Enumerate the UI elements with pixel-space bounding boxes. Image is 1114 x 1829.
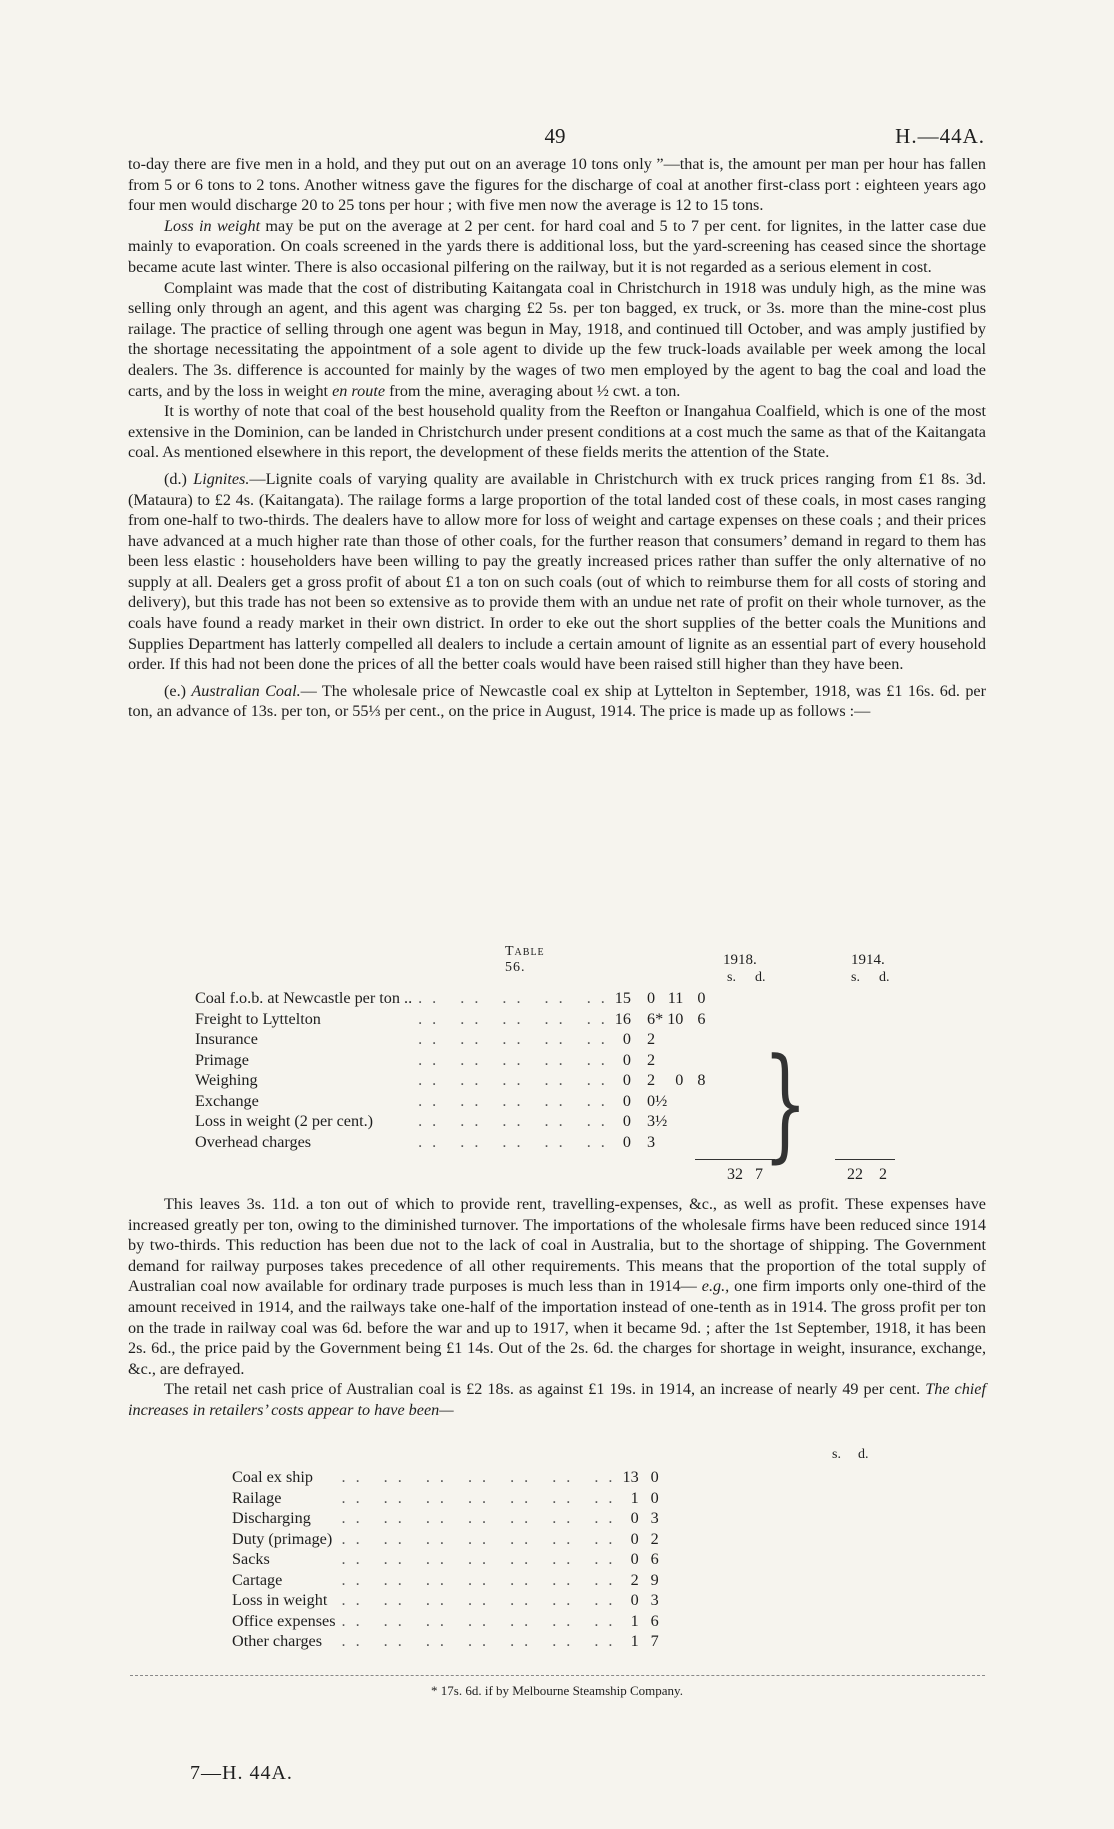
table-56-brace: } xyxy=(763,1031,808,1175)
value-1914-s xyxy=(667,1091,683,1112)
value-s: 1 xyxy=(630,1488,639,1507)
row-label: Other charges xyxy=(232,1632,323,1650)
table-row xyxy=(195,1091,705,1112)
body-text-lower xyxy=(128,1194,986,1421)
table-56-total-1918-d: 7 xyxy=(755,1166,763,1183)
page-number: 49 xyxy=(544,124,566,148)
leader-dots: .. .. .. .. .. .. .. xyxy=(341,1509,623,1527)
paragraph-3-text-a: Complaint was made that the cost of distributing Kaitangata coal in Christchurch in 1918 was unduly high, as the mine was selling only through an agent, and this agent was charging £2 5s. per ton bagged, ex truck, or 3s. more than the mine-cost plus railage. The practice of selling through one agent was begun in May, 1918, and continued till October, and was amply justified by the shortage necessitating the appointment of a sole agent to divide up the few truck-loads available per week among the local dealers. The 3s. difference is accounted for mainly by the wages of two men employed by the agent to bag the coal and load the carts, and by the loss in weight xyxy=(128,278,986,400)
row-label: Weighing xyxy=(195,1071,258,1089)
value-1918-s: 0 xyxy=(622,1132,631,1151)
paragraph-7-text-b: one firm imports only one-third of the amount received in 1914, and the railways take one-half of the importation instead of one-tenth as in 1914. The gross profit per ton on the trade in railway coal was 6d. before the war and up to 1917, when it became 9d. ; after the 1st September, 1918, it has been 2s. 6d., the price paid by the Government being £1 14s. Out of the 2s. 6d. the charges for shortage in weight, insurance, exchange, &c., are defrayed. xyxy=(128,1277,986,1378)
leader-dots: .. .. .. .. .. xyxy=(418,989,615,1007)
leader-dots: .. .. .. .. .. xyxy=(418,1112,615,1130)
value-1918-d: 3½ xyxy=(646,1112,668,1130)
value-1914-d xyxy=(683,1111,705,1132)
row-label: Railage xyxy=(232,1488,282,1507)
row-label: Insurance xyxy=(195,1030,258,1048)
value-d: 3 xyxy=(650,1591,659,1609)
paragraph-2 xyxy=(128,216,986,278)
value-1918-s: 0 xyxy=(622,1091,631,1110)
row-label: Coal f.o.b. at Newcastle per ton .. xyxy=(195,989,413,1007)
table-56-total-1914-d: 2 xyxy=(879,1166,887,1183)
paragraph-7 xyxy=(128,1194,986,1379)
table-row xyxy=(195,1070,705,1091)
table-56-unit-d-1914: d. xyxy=(879,970,890,985)
row-label: Overhead charges xyxy=(195,1132,312,1151)
leader-dots: .. .. .. .. .. xyxy=(418,1071,615,1089)
leader-dots: .. .. .. .. .. xyxy=(418,1030,615,1048)
table-56-rule-1918 xyxy=(695,1159,775,1160)
leader-dots: .. .. .. .. .. .. .. xyxy=(341,1529,623,1548)
retail-costs-unit-s: s. xyxy=(832,1447,841,1462)
table-56-total-1918-s: 32 xyxy=(727,1166,743,1183)
body-text-upper xyxy=(128,154,986,722)
value-1914-d: 8 xyxy=(697,1071,706,1089)
value-d: 2 xyxy=(650,1529,659,1548)
signature-mark: 7—H. 44A. xyxy=(190,1762,293,1784)
value-s: 2 xyxy=(630,1570,639,1589)
value-1914-d xyxy=(683,1091,705,1112)
value-s: 1 xyxy=(630,1611,639,1630)
table-row xyxy=(195,1111,705,1132)
paragraph-5-lead-em: Lignites. xyxy=(193,469,250,488)
paragraph-3 xyxy=(128,278,986,402)
table-row xyxy=(195,1009,705,1030)
paragraph-2-text: may be put on the average at 2 per cent. for hard coal and 5 to 7 per cent. for lignites, in the latter case due mainly to evaporation. On coals screened in the yards there is additional loss, but the yard-screening has ceased since the shortage became acute last winter. There is also occasional pilfering on the railway, but it is not regarded as a serious element in cost. xyxy=(128,216,987,276)
row-label: Duty (primage) xyxy=(232,1529,333,1548)
value-1918-d: 6* xyxy=(646,1009,664,1028)
value-1914-d xyxy=(683,1029,705,1050)
leader-dots: .. .. .. .. .. xyxy=(418,1132,615,1151)
table-row xyxy=(232,1631,659,1652)
paragraph-6-lead-em: Australian Coal. xyxy=(191,681,301,700)
table-row xyxy=(232,1529,659,1550)
value-1918-d: 2 xyxy=(646,1030,656,1048)
leader-dots: .. .. .. .. .. .. .. xyxy=(341,1488,623,1507)
value-s: 1 xyxy=(630,1632,639,1650)
table-row xyxy=(232,1611,659,1632)
table-56-col-1914: 1914. xyxy=(851,952,885,968)
table-row xyxy=(195,1029,705,1050)
value-1914-d: 0 xyxy=(697,989,706,1007)
value-1918-d: 0½ xyxy=(646,1091,668,1110)
leader-dots: .. .. .. .. .. .. .. xyxy=(341,1570,623,1589)
value-d: 7 xyxy=(650,1632,659,1650)
value-1914-s xyxy=(667,1111,683,1132)
value-s: 0 xyxy=(630,1529,639,1548)
value-1918-s: 15 xyxy=(614,989,631,1007)
value-1918-d: 3 xyxy=(646,1132,656,1151)
table-56-caption: Table 56. xyxy=(505,944,545,975)
table-56-total-1914-s: 22 xyxy=(847,1166,863,1183)
row-label: Freight to Lyttelton xyxy=(195,1009,321,1028)
paragraph-5 xyxy=(128,469,986,675)
paragraph-8-em: The chief increases in retailers’ costs appear to have been— xyxy=(128,1380,986,1419)
paragraph-1: to-day there are five men in a hold, and they put out on an average 10 tons only ”—that is, the amount per man per hour has fallen from 5 or 6 tons to 2 tons. Another witness gave the figures for the discharge of coal at another first-class port : eighteen years ago four men would discharge 20 to 25 tons per hour ; with five men now the average is 12 to 15 tons. xyxy=(128,155,986,215)
value-s: 0 xyxy=(630,1550,639,1568)
value-d: 0 xyxy=(650,1468,659,1486)
value-s: 0 xyxy=(630,1591,639,1609)
value-1918-s: 0 xyxy=(622,1030,631,1048)
value-d: 9 xyxy=(650,1570,659,1589)
value-d: 3 xyxy=(650,1509,659,1527)
value-1918-d: 2 xyxy=(646,1071,656,1089)
table-56-rule-1914 xyxy=(835,1159,895,1160)
value-d: 0 xyxy=(650,1488,659,1507)
value-s: 13 xyxy=(622,1468,639,1486)
row-label: Primage xyxy=(195,1050,249,1069)
retail-costs-body xyxy=(232,1467,659,1652)
table-row xyxy=(232,1467,659,1488)
leader-dots: .. .. .. .. .. .. .. xyxy=(341,1611,623,1630)
paragraph-2-lead: Loss in weight xyxy=(164,216,261,235)
footnote: * 17s. 6d. if by Melbourne Steamship Company. xyxy=(431,1683,683,1698)
table-56-unit-s-1918: s. xyxy=(727,970,736,985)
value-1914-s: 10 xyxy=(667,1009,684,1028)
value-s: 0 xyxy=(630,1509,639,1527)
paragraph-4: It is worthy of note that coal of the best household quality from the Reefton or Inangahua Coalfield, which is one of the most extensive in the Dominion, can be landed in Christchurch under present conditions at a cost much the same as that of the Kaitangata coal. As mentioned elsewhere in this report, the development of these fields merits the attention of the State. xyxy=(128,402,986,462)
retail-costs-unit-d: d. xyxy=(858,1447,869,1462)
paragraph-5-lead: (d.) xyxy=(164,469,194,488)
value-1918-d: 2 xyxy=(646,1050,656,1069)
value-1918-s: 0 xyxy=(622,1071,631,1089)
table-56-col-1918: 1918. xyxy=(723,952,757,968)
paragraph-3-em: en route xyxy=(332,381,386,400)
paragraph-6-text: — The wholesale price of Newcastle coal ex ship at Lyttelton in September, 1918, was £1 16s. 6d. per ton, an advance of 13s. per ton, or 55⅓ per cent., on the price in August, 1914. The price is made up as follows :— xyxy=(128,681,987,721)
row-label: Loss in weight xyxy=(232,1591,328,1609)
table-row xyxy=(195,1050,705,1071)
paragraph-3-text-b: from the mine, averaging about ½ cwt. a ton. xyxy=(385,381,681,400)
value-1918-s: 0 xyxy=(622,1112,631,1130)
leader-dots: .. .. .. .. .. .. .. xyxy=(341,1591,623,1609)
leader-dots: .. .. .. .. .. .. .. xyxy=(341,1550,623,1568)
value-1914-s xyxy=(667,1029,683,1050)
row-label: Cartage xyxy=(232,1570,283,1589)
leader-dots: .. .. .. .. .. .. .. xyxy=(341,1632,623,1650)
table-row xyxy=(232,1570,659,1591)
paragraph-8-text: The retail net cash price of Australian coal is £2 18s. as against £1 19s. in 1914, an increase of nearly 49 per cent. xyxy=(164,1380,926,1399)
leader-dots: .. .. .. .. .. xyxy=(418,1050,615,1069)
value-1918-d: 0 xyxy=(646,989,656,1007)
value-1914-d xyxy=(683,1132,705,1153)
value-1914-s: 11 xyxy=(667,989,684,1007)
leader-dots: .. .. .. .. .. .. .. xyxy=(341,1468,623,1486)
value-d: 6 xyxy=(650,1611,659,1630)
value-1914-s xyxy=(667,1132,683,1153)
table-56-unit-s-1914: s. xyxy=(851,970,860,985)
document-reference: H.—44A. xyxy=(895,124,985,148)
value-1914-s xyxy=(667,1050,683,1071)
row-label: Coal ex ship xyxy=(232,1468,313,1486)
paragraph-6-lead: (e.) xyxy=(164,681,192,700)
value-1914-d xyxy=(683,1050,705,1071)
row-label: Discharging xyxy=(232,1509,311,1527)
value-1914-s: 0 xyxy=(675,1071,684,1089)
table-row xyxy=(232,1488,659,1509)
table-row xyxy=(232,1508,659,1529)
paragraph-6 xyxy=(128,681,986,722)
row-label: Loss in weight (2 per cent.) xyxy=(195,1112,374,1130)
table-56-body xyxy=(195,988,705,1152)
paragraph-7-em: e.g., xyxy=(701,1277,730,1296)
table-row xyxy=(232,1549,659,1570)
value-d: 6 xyxy=(650,1550,659,1568)
row-label: Office expenses xyxy=(232,1611,336,1630)
table-row xyxy=(195,988,705,1009)
value-1918-s: 0 xyxy=(622,1050,631,1069)
row-label: Exchange xyxy=(195,1091,259,1110)
footnote-divider xyxy=(130,1675,985,1676)
paragraph-5-text: —Lignite coals of varying quality are available in Christchurch with ex truck prices ranging from £1 8s. 3d. (Mataura) to £2 4s. (Kaitangata). The railage forms a large proportion of the total landed cost of these coals, in most cases ranging from one-half to two-thirds. The dealers have to allow more for loss of weight and cartage expenses on these coals ; and their prices have advanced at a much higher rate than those of other coals, for the further reason that consumers’ demand in regard to them has been less elastic : householders have been willing to pay the greatly increased prices rather than suffer the only alternative of no supply at all. Dealers get a gross profit of about £1 a ton on such coals (out of which to reimburse them for all costs of storing and delivery), but this trade has not been so extensive as to provide them with an undue net rate of profit on their whole turnover, as the coals have found a ready market in their own district. In order to eke out the short supplies of the better coals the Munitions and Supplies Department has latterly compelled all dealers to include a certain amount of lignite as an essential part of every household order. If this had not been done the prices of all the better coals would have been raised still higher than they have been. xyxy=(128,469,986,674)
paragraph-7-text-a: This leaves 3s. 11d. a ton out of which to provide rent, travelling-expenses, &c., as well as profit. These expenses have increased greatly per ton, owing to the diminished turnover. The importations of the wholesale firms have been reduced since 1914 by two-thirds. This reduction has been due not to the lack of coal in Australia, but to the shortage of shipping. The Government demand for railway purposes takes precedence of all other requirements. This means that the proportion of the total supply of Australian coal now available for ordinary trade purposes is much less than in 1914— xyxy=(128,1195,986,1296)
paragraph-8 xyxy=(128,1379,986,1420)
table-row xyxy=(232,1590,659,1611)
leader-dots: .. .. .. .. .. xyxy=(418,1091,615,1110)
table-row xyxy=(195,1132,705,1153)
value-1914-d: 6 xyxy=(697,1009,706,1028)
table-56-unit-d-1918: d. xyxy=(755,970,766,985)
row-label: Sacks xyxy=(232,1550,270,1568)
value-1918-s: 16 xyxy=(614,1009,631,1028)
leader-dots: .. .. .. .. .. xyxy=(418,1009,615,1028)
page-header xyxy=(125,124,985,148)
